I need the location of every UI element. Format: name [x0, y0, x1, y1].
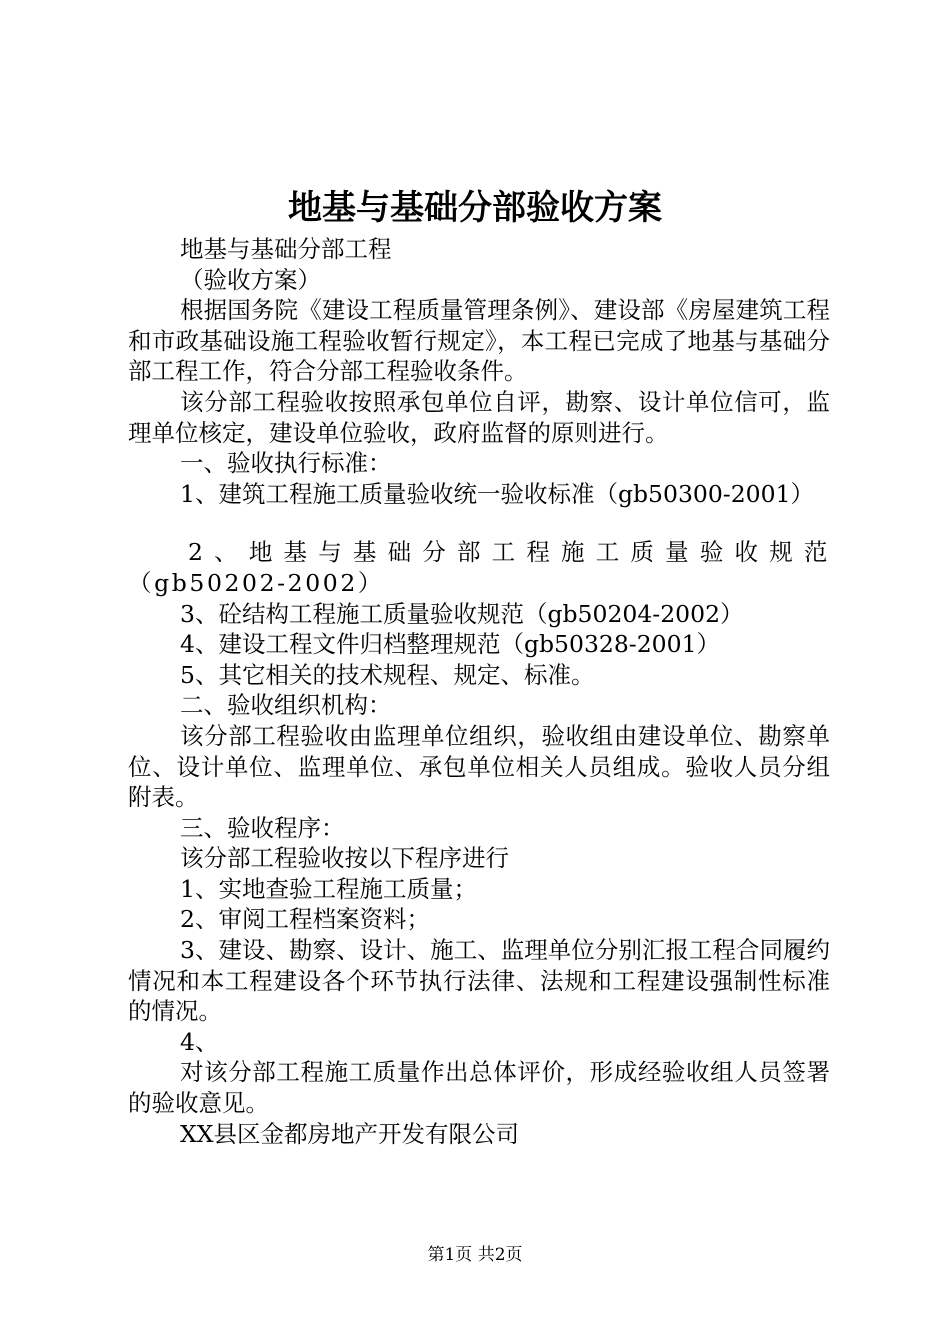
paragraph-principle: 该分部工程验收按照承包单位自评，勘察、设计单位信可，监理单位核定，建设单位验收，政府监督的原则进行。 [128, 387, 830, 447]
procedure-item-3: 3、建设、勘察、设计、施工、监理单位分别汇报工程合同履约情况和本工程建设各个环节执行法律、法规和工程建设强制性标准的情况。 [128, 936, 830, 1026]
company-name: XX县区金都房地产开发有限公司 [180, 1119, 519, 1148]
section-heading-organization: 二、验收组织机构： [180, 691, 392, 720]
page-number-footer: 第1页 共2页 [427, 1245, 523, 1265]
standard-item-3: 3、砼结构工程施工质量验收规范（gb50204-2002） [180, 599, 744, 628]
paragraph-basis: 根据国务院《建设工程质量管理条例》、建设部《房屋建筑工程和市政基础设施工程验收暂行规定》，本工程已完成了地基与基础分部工程工作，符合分部工程验收条件。 [128, 296, 830, 386]
procedure-item-1: 1、实地查验工程施工质量； [180, 874, 477, 903]
procedure-item-4-number: 4、 [180, 1027, 219, 1056]
procedure-item-2: 2、审阅工程档案资料； [180, 905, 430, 934]
standard-item-4: 4、建设工程文件归档整理规范（gb50328-2001） [180, 630, 721, 659]
section-heading-standards: 一、验收执行标准： [180, 449, 392, 478]
standard-item-1: 1、建筑工程施工质量验收统一验收标准（gb50300-2001） [180, 479, 815, 508]
procedure-item-4-text: 对该分部工程施工质量作出总体评价，形成经验收组人员签署的验收意见。 [128, 1058, 830, 1118]
document-body [128, 234, 830, 1149]
paragraph-subtitle: 地基与基础分部工程 [180, 235, 392, 263]
paragraph-procedure-intro: 该分部工程验收按以下程序进行 [180, 844, 509, 873]
document-title: 地基与基础分部验收方案 [288, 188, 662, 228]
paragraph-subtitle-note: （验收方案） [180, 265, 321, 294]
paragraph-organization: 该分部工程验收由监理单位组织，验收组由建设单位、勘察单位、设计单位、监理单位、承包单位相关人员组成。验收人员分组附表。 [128, 721, 830, 812]
standard-item-2: 2、地基与基础分部工程施工质量验收规范（gb50202-2002） [128, 538, 830, 597]
section-heading-procedure: 三、验收程序： [180, 813, 345, 842]
standard-item-5: 5、其它相关的技术规程、规定、标准。 [180, 660, 595, 689]
